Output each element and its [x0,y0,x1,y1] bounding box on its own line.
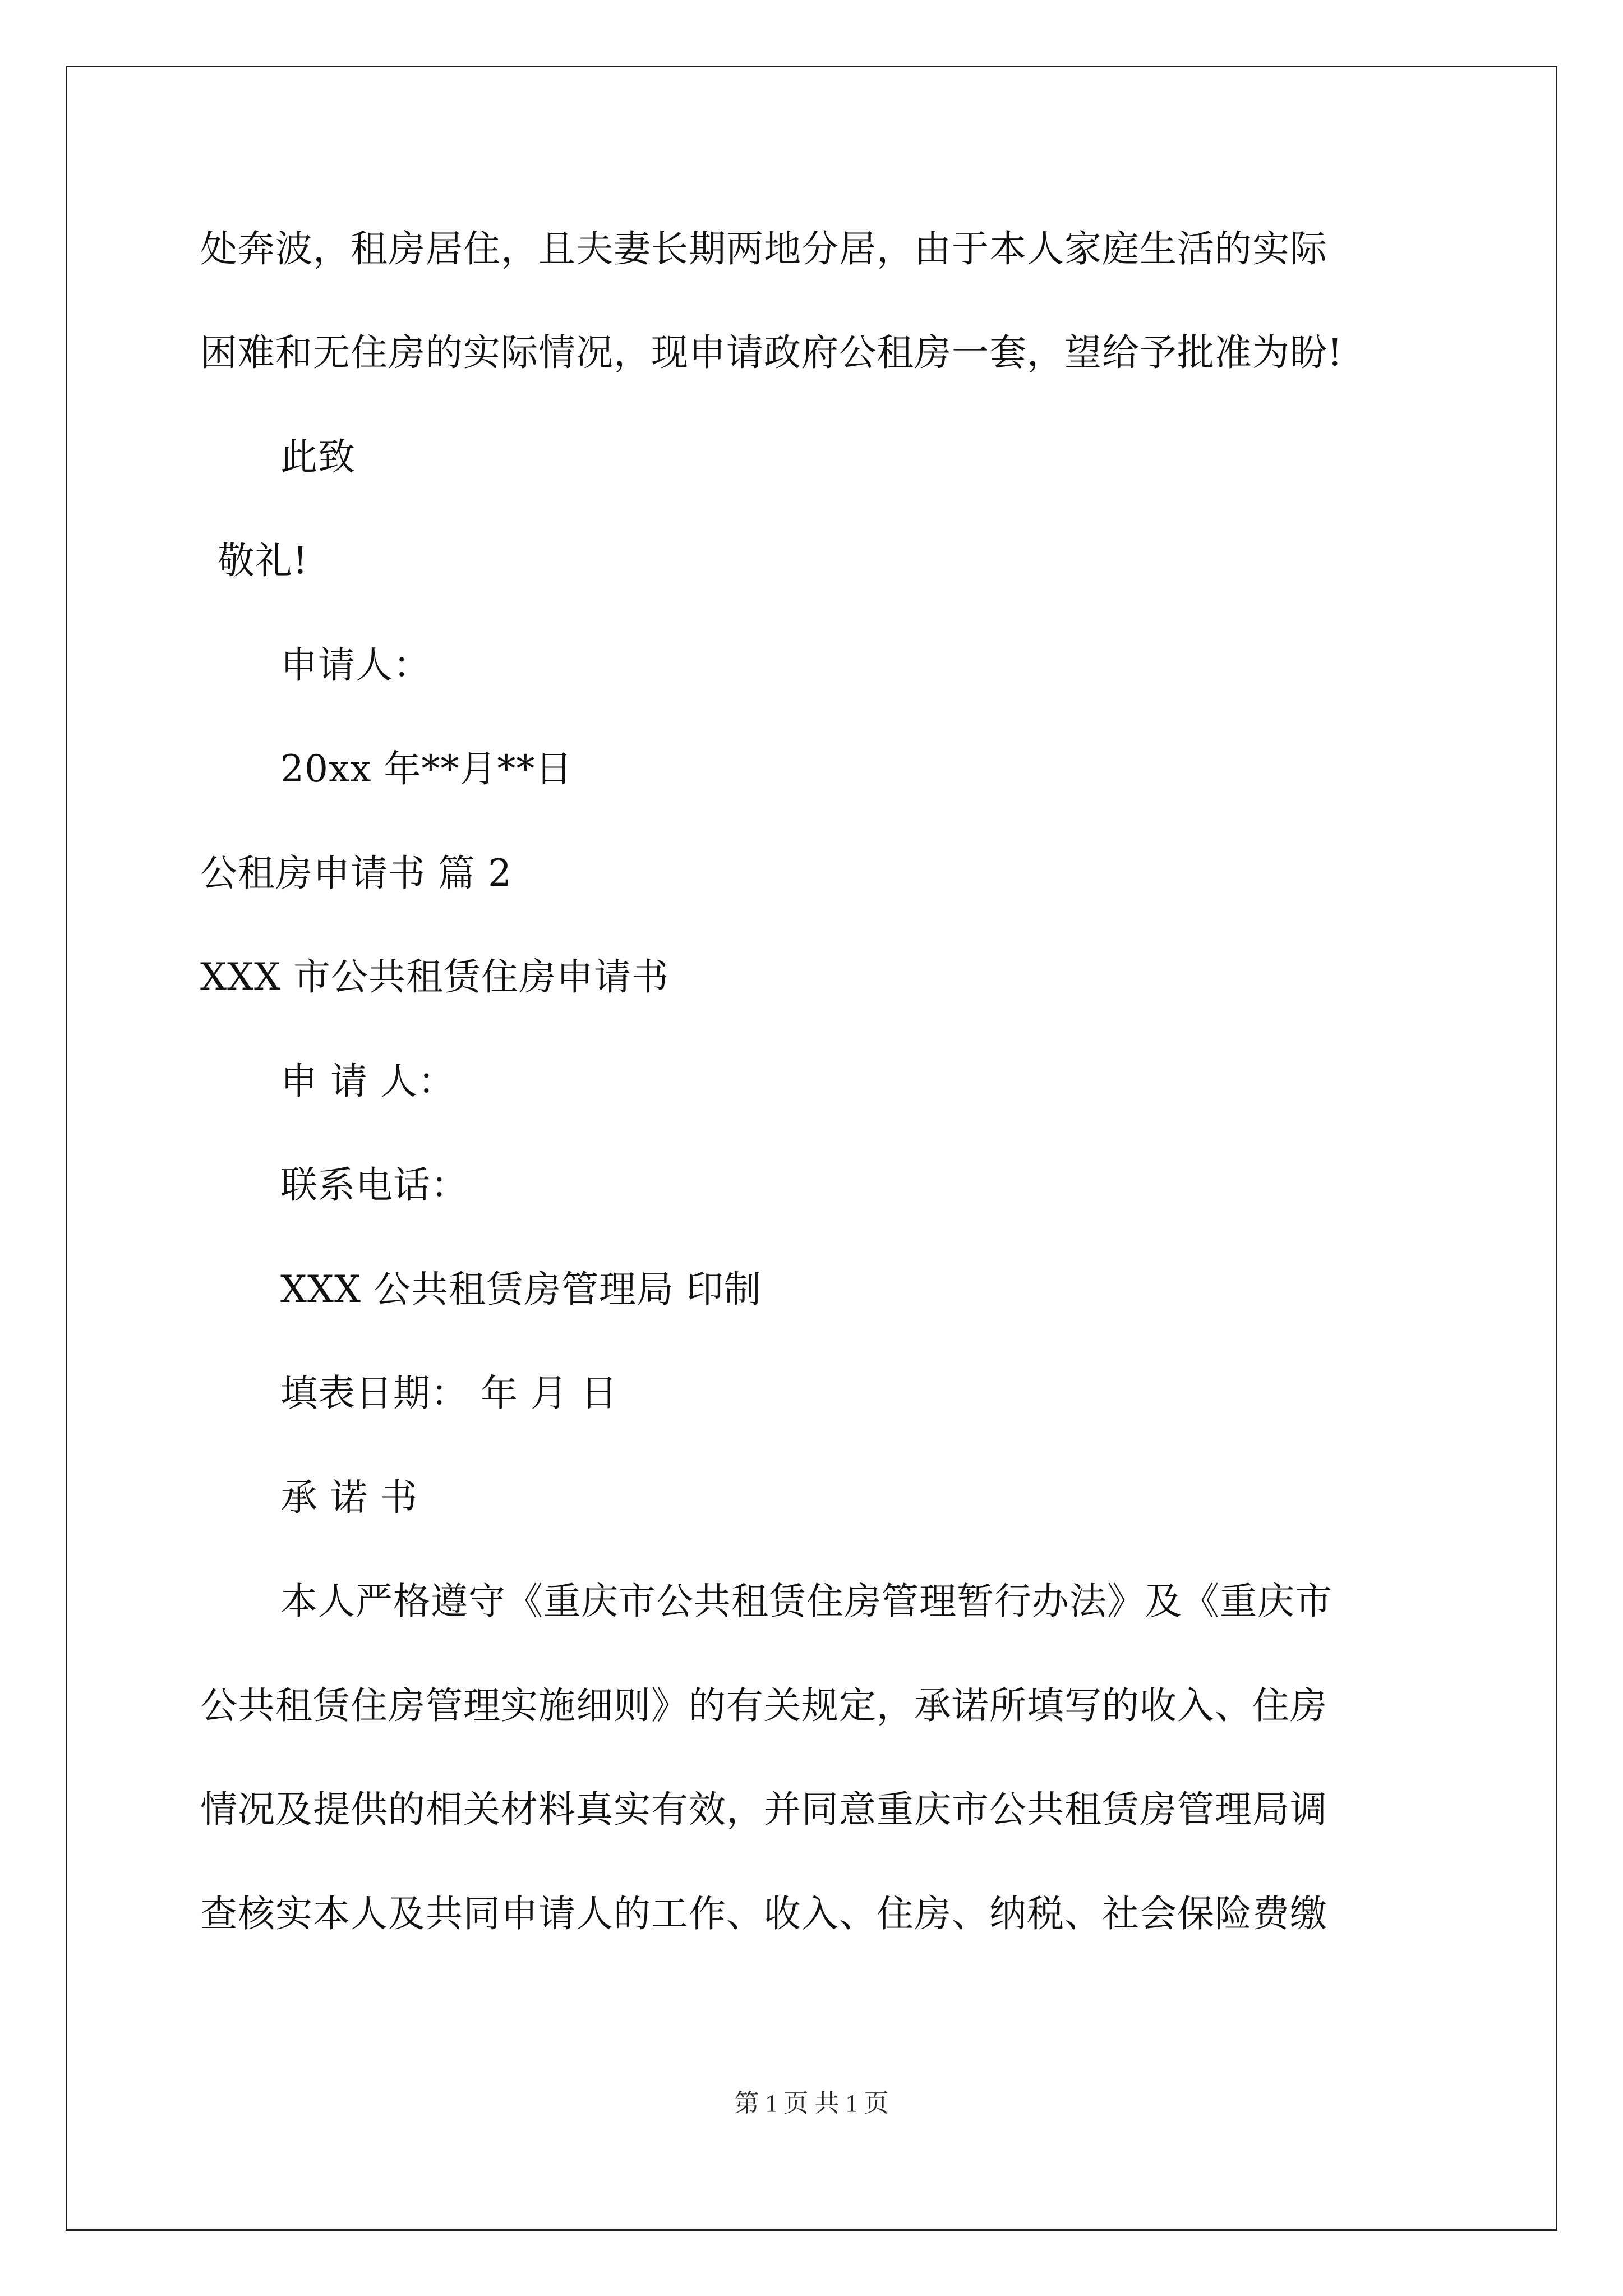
body-line-1: 处奔波，租房居住，且夫妻长期两地分居，由于本人家庭生活的实际 [200,227,1327,270]
section-heading: 公租房申请书 篇 2 [200,852,512,895]
printed-by: XXX 公共租赁房管理局 印制 [280,1268,762,1311]
closing-jingli: 敬礼! [218,539,308,582]
fill-date-field: 填表日期： 年 月 日 [280,1372,618,1415]
pledge-line-3: 情况及提供的相关材料真实有效，并同意重庆市公共租赁房管理局调 [200,1788,1327,1831]
pledge-heading: 承 诺 书 [280,1476,418,1519]
closing-cizhi: 此致 [280,435,356,478]
date-line: 20xx 年**月**日 [280,747,573,790]
pledge-line-1: 本人严格遵守《重庆市公共租赁住房管理暂行办法》及《重庆市 [280,1580,1332,1623]
pledge-line-4: 查核实本人及共同申请人的工作、收入、住房、纳税、社会保险费缴 [200,1892,1327,1935]
form-title: XXX 市公共租赁住房申请书 [200,955,669,999]
phone-field: 联系电话： [280,1163,468,1207]
body-line-2: 困难和无住房的实际情况，现申请政府公租房一套，望给予批准为盼! [200,331,1343,374]
pledge-line-2: 公共租赁住房管理实施细则》的有关规定，承诺所填写的收入、住房 [200,1684,1327,1727]
applicant-signature: 申请人： [280,643,431,687]
applicant-field: 申 请 人： [280,1060,455,1103]
page-footer: 第 1 页 共 1 页 [734,2090,889,2117]
